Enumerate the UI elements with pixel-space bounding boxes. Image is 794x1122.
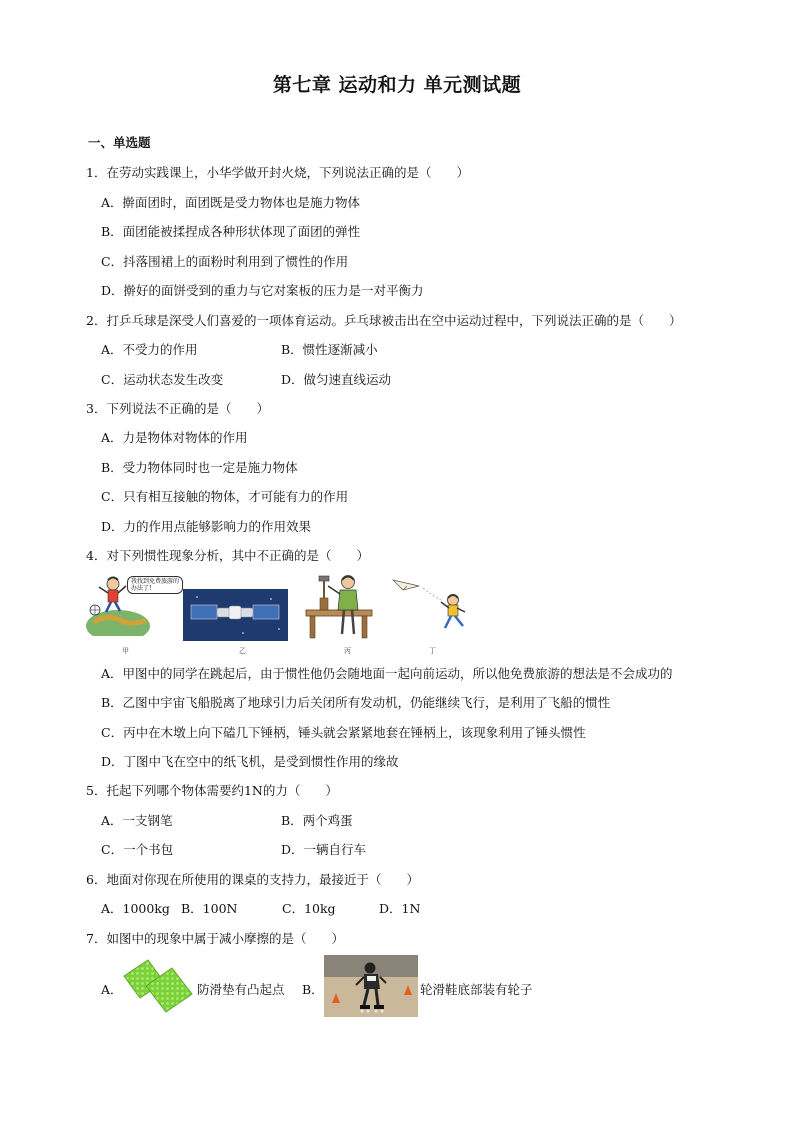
figure-bing-image — [300, 572, 378, 642]
solar-panel-left — [191, 605, 217, 619]
figure-ding-caption: 丁 — [429, 647, 436, 655]
section-heading: 一、单选题 — [88, 135, 151, 150]
q3-option-b[interactable]: B．受力物体同时也一定是施力物体 — [101, 460, 298, 475]
question-7-stem: 7．如图中的现象中属于减小摩擦的是（ ） — [86, 931, 344, 946]
figure-ding-image — [389, 574, 479, 636]
question-4-stem: 4．对下列惯性现象分析，其中不正确的是（ ） — [86, 548, 369, 563]
q1-option-b[interactable]: B．面团能被揉捏成各种形状体现了面团的弹性 — [101, 224, 361, 239]
q5-option-a[interactable]: A．一支钢笔 — [101, 813, 173, 828]
q4-option-d[interactable]: D．丁图中飞在空中的纸飞机，是受到惯性作用的缘故 — [101, 754, 399, 769]
q7-option-b-letter[interactable]: B． — [302, 982, 324, 997]
q1-option-c[interactable]: C．抖落围裙上的面粉时利用到了惯性的作用 — [101, 254, 349, 269]
question-5-stem: 5．托起下列哪个物体需要约1N的力（ ） — [86, 783, 338, 798]
q6-option-d[interactable]: D．1N — [379, 901, 421, 916]
solar-panel-right — [253, 605, 279, 619]
question-3-stem: 3．下列说法不正确的是（ ） — [86, 401, 269, 416]
speech-bubble: 我找到免费旅游的办法了! — [127, 576, 183, 594]
q2-option-c[interactable]: C．运动状态发生改变 — [101, 372, 224, 387]
q3-option-d[interactable]: D．力的作用点能够影响力的作用效果 — [101, 519, 312, 534]
q3-option-a[interactable]: A．力是物体对物体的作用 — [101, 430, 248, 445]
q7-option-b-text[interactable]: 轮滑鞋底部装有轮子 — [420, 982, 533, 997]
q1-option-a[interactable]: A．擀面团时，面团既是受力物体也是施力物体 — [101, 195, 361, 210]
q6-option-b[interactable]: B．100N — [181, 901, 238, 916]
question-2-stem: 2．打乒乓球是深受人们喜爱的一项体育运动。乒乓球被击出在空中运动过程中，下列说法正确的是（ ） — [86, 313, 682, 328]
q4-option-a[interactable]: A．甲图中的同学在跳起后，由于惯性他仍会随地面一起向前运动，所以他免费旅游的想法是不会成功的 — [101, 666, 673, 681]
hammer-head — [319, 576, 329, 581]
figure-yi-caption: 乙 — [239, 647, 246, 655]
anti-slip-mat-image — [120, 956, 196, 1014]
figure-jia-caption: 甲 — [122, 647, 129, 655]
q4-option-c[interactable]: C．丙中在木墩上向下磕几下锤柄，锤头就会紧紧地套在锤柄上，该现象利用了锤头惯性 — [101, 725, 586, 740]
question-6-stem: 6．地面对你现在所使用的课桌的支持力，最接近于（ ） — [86, 872, 419, 887]
q3-option-c[interactable]: C．只有相互接触的物体，才可能有力的作用 — [101, 489, 349, 504]
wood-block — [320, 598, 328, 610]
figure-bing-caption: 丙 — [344, 647, 351, 655]
q6-option-a[interactable]: A．1000kg — [101, 901, 170, 916]
q5-option-c[interactable]: C．一个书包 — [101, 842, 174, 857]
q6-option-c[interactable]: C．10kg — [282, 901, 336, 916]
question-1-stem: 1．在劳动实践课上，小华学做开封火烧，下列说法正确的是（ ） — [86, 165, 469, 180]
bench-top — [306, 610, 372, 616]
q2-option-d[interactable]: D．做匀速直线运动 — [281, 372, 392, 387]
q5-option-d[interactable]: D．一辆自行车 — [281, 842, 367, 857]
page-title: 第七章 运动和力 单元测试题 — [272, 74, 522, 96]
q2-option-a[interactable]: A．不受力的作用 — [101, 342, 198, 357]
q1-option-d[interactable]: D．擀好的面饼受到的重力与它对案板的压力是一对平衡力 — [101, 283, 424, 298]
roller-skater-image — [324, 955, 418, 1017]
paper-plane — [393, 580, 419, 590]
skater-helmet — [365, 963, 376, 974]
figure-yi-image — [183, 589, 288, 641]
q4-option-b[interactable]: B．乙图中宇宙飞船脱离了地球引力后关闭所有发动机，仍能继续飞行，是利用了飞船的惯性 — [101, 695, 611, 710]
q5-option-b[interactable]: B．两个鸡蛋 — [281, 813, 353, 828]
q7-option-a-letter[interactable]: A． — [101, 982, 123, 997]
q7-option-a-text[interactable]: 防滑垫有凸起点 — [197, 982, 285, 997]
q2-option-b[interactable]: B．惯性逐渐减小 — [281, 342, 378, 357]
